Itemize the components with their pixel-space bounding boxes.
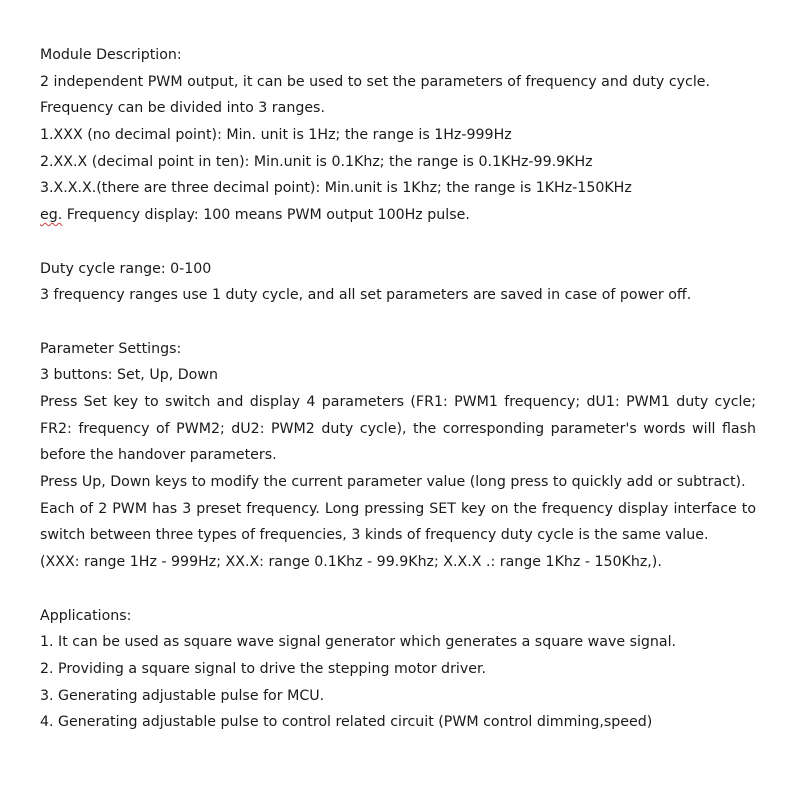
spacer (40, 576, 756, 603)
set-key-paragraph: Press Set key to switch and display 4 parameters (FR1: PWM1 frequency; dU1: PWM1 duty cycle; FR2: frequency of PWM2; dU2: PWM2 duty cycle), the corresponding parameter's words will flash before the handover parameters. (40, 393, 756, 464)
module-line-outputs: 2 independent PWM output, it can be used to set the parameters of frequency and duty cycle. (40, 73, 710, 90)
buttons-line: 3 buttons: Set, Up, Down (40, 367, 218, 384)
spacer (40, 229, 756, 256)
application-item: 1. It can be used as square wave signal generator which generates a square wave signal. (40, 634, 677, 651)
spacer (40, 309, 756, 336)
module-line-example (40, 202, 756, 229)
example-text: Frequency display: 100 means PWM output 100Hz pulse. (62, 207, 470, 224)
module-line-range-2: 2.XX.X (decimal point in ten): Min.unit is 0.1Khz; the range is 0.1KHz-99.9KHz (40, 153, 593, 170)
applications-heading: Applications: (40, 607, 132, 624)
duty-cycle-saved-line: 3 frequency ranges use 1 duty cycle, and all set parameters are saved in case of power off. (40, 287, 692, 304)
up-down-keys-paragraph: Press Up, Down keys to modify the current parameter value (long press to quickly add or subtract). (40, 474, 746, 491)
module-line-range-1: 1.XXX (no decimal point): Min. unit is 1Hz; the range is 1Hz-999Hz (40, 127, 512, 144)
parameter-settings-heading: Parameter Settings: (40, 340, 182, 357)
module-description-heading: Module Description: (40, 47, 182, 63)
module-line-ranges-intro: Frequency can be divided into 3 ranges. (40, 100, 325, 117)
spellcheck-marked-word: eg. (40, 207, 63, 224)
module-line-range-3: 3.X.X.X.(there are three decimal point): Min.unit is 1Khz; the range is 1KHz-150KHz (40, 180, 632, 197)
range-summary-line: (XXX: range 1Hz - 999Hz; XX.X: range 0.1Khz - 99.9Khz; X.X.X .: range 1Khz - 150Khz,). (40, 554, 662, 571)
application-item: 3. Generating adjustable pulse for MCU. (40, 687, 325, 704)
document-body (40, 42, 756, 736)
application-item: 4. Generating adjustable pulse to control related circuit (PWM control dimming,speed) (40, 714, 653, 731)
preset-frequency-paragraph: Each of 2 PWM has 3 preset frequency. Long pressing SET key on the frequency display interface to switch between three types of frequencies, 3 kinds of frequency duty cycle is the same value. (40, 500, 756, 544)
duty-cycle-range-line: Duty cycle range: 0-100 (40, 260, 212, 277)
application-item: 2. Providing a square signal to drive the stepping motor driver. (40, 660, 487, 677)
